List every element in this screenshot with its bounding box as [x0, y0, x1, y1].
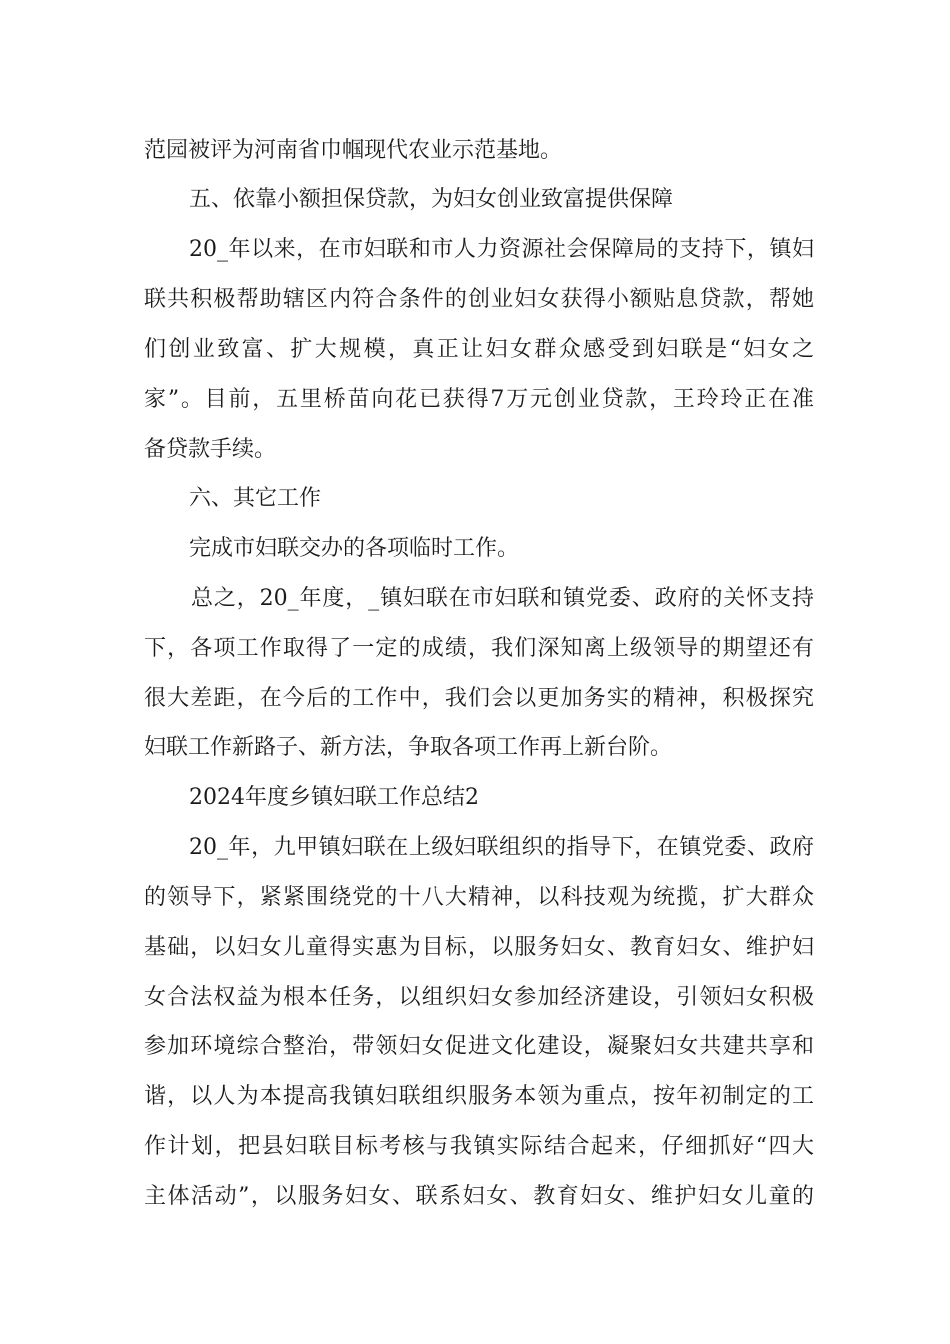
section-heading-5: 五、依靠小额担保贷款，为妇女创业致富提供保障 [189, 187, 674, 212]
paragraph-line: 联共积极帮助辖区内符合条件的创业妇女获得小额贴息贷款，帮她 [144, 287, 814, 312]
paragraph-line: 下，各项工作取得了一定的成绩，我们深知离上级领导的期望还有 [144, 636, 814, 661]
document-subtitle: 2024年度乡镇妇联工作总结2 [189, 785, 479, 810]
paragraph-line: 家”。目前，五里桥苗向花已获得7万元创业贷款，王玲玲正在准 [144, 387, 814, 412]
paragraph-line: 很大差距，在今后的工作中，我们会以更加务实的精神，积极探究 [144, 686, 814, 711]
paragraph-line: 的领导下，紧紧围绕党的十八大精神，以科技观为统揽，扩大群众 [144, 885, 814, 910]
paragraph-line: 基础，以妇女儿童得实惠为目标，以服务妇女、教育妇女、维护妇 [144, 935, 814, 960]
paragraph-line: 作计划，把县妇联目标考核与我镇实际结合起来，仔细抓好“四大 [144, 1134, 814, 1159]
paragraph-line: 参加环境综合整治，带领妇女促进文化建设，凝聚妇女共建共享和 [144, 1034, 814, 1059]
section-heading-6: 六、其它工作 [189, 486, 322, 511]
paragraph-line: 20_年，九甲镇妇联在上级妇联组织的指导下，在镇党委、政府 [189, 835, 814, 860]
paragraph-line: 备贷款手续。 [144, 437, 277, 462]
paragraph-line: 完成市妇联交办的各项临时工作。 [189, 536, 520, 561]
paragraph-line: 总之，20_年度，_镇妇联在市妇联和镇党委、政府的关怀支持 [191, 586, 814, 611]
paragraph-line: 女合法权益为根本任务，以组织妇女参加经济建设，引领妇女积极 [144, 985, 814, 1010]
paragraph-line: 们创业致富、扩大规模，真正让妇女群众感受到妇联是“妇女之 [144, 337, 814, 362]
paragraph-line: 妇联工作新路子、新方法，争取各项工作再上新台阶。 [144, 735, 673, 760]
paragraph-line: 范园被评为河南省巾帼现代农业示范基地。 [144, 138, 563, 163]
paragraph-line: 谐，以人为本提高我镇妇联组织服务本领为重点，按年初制定的工 [144, 1084, 814, 1109]
paragraph-line: 主体活动”，以服务妇女、联系妇女、教育妇女、维护妇女儿童的 [144, 1184, 814, 1209]
paragraph-line: 20_年以来，在市妇联和市人力资源社会保障局的支持下，镇妇 [189, 237, 814, 262]
